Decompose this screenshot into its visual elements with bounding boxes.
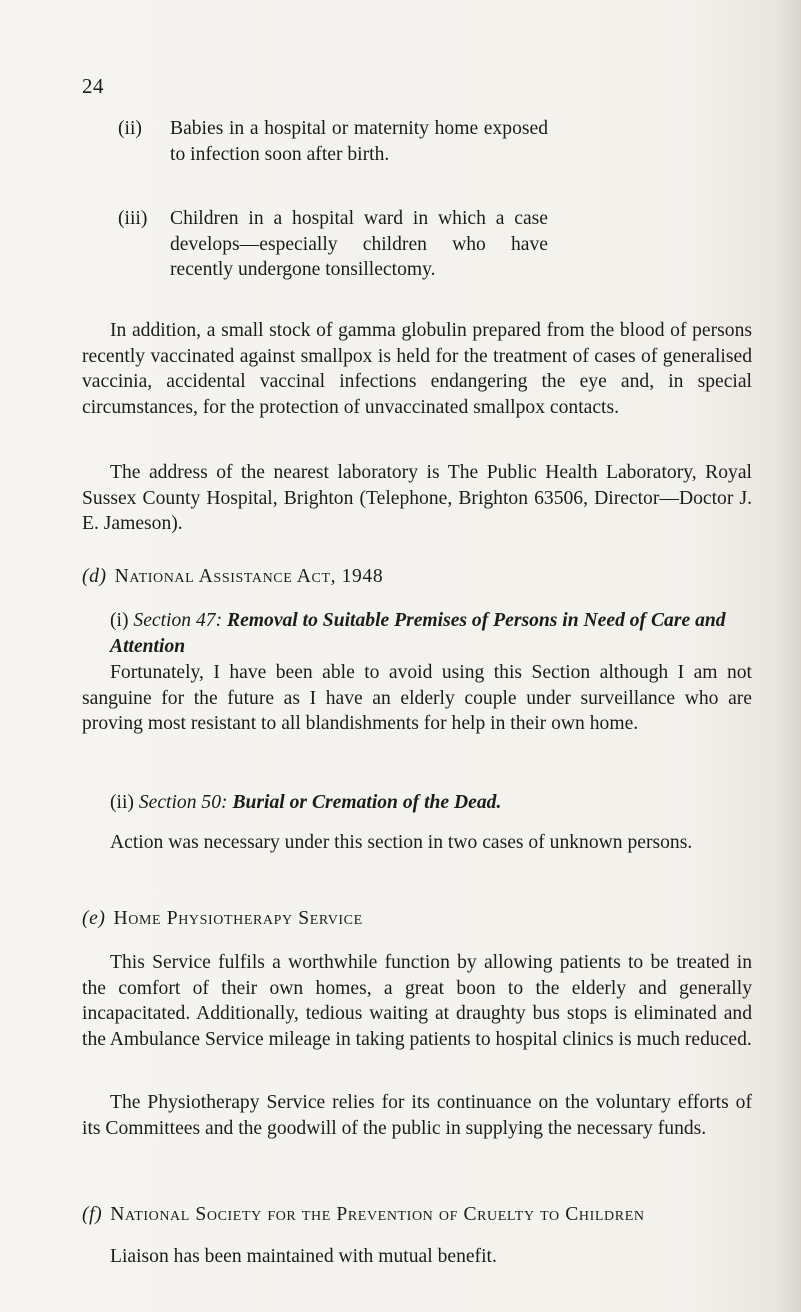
subsection-number: (i) [110,610,129,631]
paragraph-relies: The Physiotherapy Service relies for its continuance on the voluntary efforts of its Committees and the goodwill of the public in supplying the necessary funds. [82,1092,752,1139]
subsection-d-i [110,608,752,659]
paragraph-gamma-globulin: In addition, a small stock of gamma globulin prepared from the blood of persons recently vaccinated against smallpox is held for the treatment of cases of generalised vaccinia, accidental vaccinal infections endangering the eye and, in special circumstances, for the protection of unvaccinated smallpox contacts. [82,320,752,418]
section-heading-d [82,566,383,588]
section-heading-f [82,1204,645,1226]
subsection-number: (ii) [110,792,134,813]
subsection-title: Removal to Suitable Premises of Persons in Need of Care and Attention [110,610,726,657]
page-number: 24 [82,74,104,98]
section-title: National Society for the Prevention of Cruelty to Children [110,1204,645,1225]
subsection-title: Burial or Cremation of the Dead. [232,792,502,813]
section-title: Home Physiotherapy Service [113,908,363,929]
list-text: Babies in a hospital or maternity home exposed to infection soon after birth. [170,118,548,165]
list-number: (iii) [118,208,148,229]
paragraph-laboratory-address: The address of the nearest laboratory is The Public Health Laboratory, Royal Sussex County Hospital, Brighton (Telephone, Brighton 63506, Director—Doctor J. E. Jameson). [82,462,752,534]
paragraph-action: Action was necessary under this section in two cases of unknown persons. [110,832,693,853]
paragraph-fortunately: Fortunately, I have been able to avoid using this Section although I am not sanguine for the future as I have an elderly couple under surveillance who are proving most resistant to all blandishments for help in their own home. [82,662,752,734]
subsection-section: Section 47: [133,610,223,631]
section-label: (d) [82,566,107,587]
section-title: National Assistance Act, 1948 [114,566,384,587]
paragraph-service: This Service fulfils a worthwhile function by allowing patients to be treated in the comfort of their own homes, a great boon to the elderly and generally incapacitated. Additionally, tedious waiting at draughty bus stops is eliminated and the Ambulance Service mileage in taking patients to hospital clinics is much reduced. [82,952,752,1050]
list-item-iii [118,206,548,283]
subsection-section: Section 50: [138,792,228,813]
section-heading-e [82,908,363,930]
subsection-d-ii [110,790,752,816]
list-item-ii [118,116,548,167]
section-label: (e) [82,908,106,929]
section-label: (f) [82,1204,103,1225]
list-text: Children in a hospital ward in which a case develops—especially children who have recently undergone tonsillectomy. [170,208,548,280]
list-number: (ii) [118,118,142,139]
paragraph-liaison: Liaison has been maintained with mutual benefit. [110,1246,497,1267]
